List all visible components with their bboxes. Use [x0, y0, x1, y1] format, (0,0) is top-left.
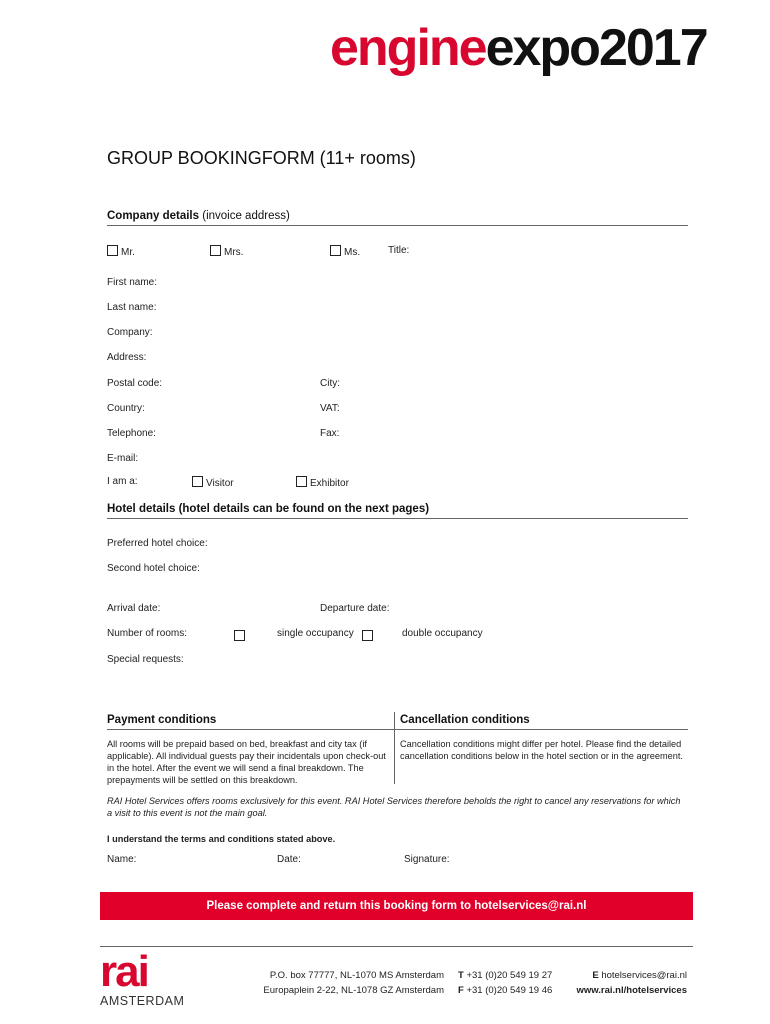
country-label: Country:: [107, 403, 145, 414]
mrs-label: Mrs.: [224, 247, 244, 258]
hotel-section-heading: Hotel details (hotel details can be found on the next pages): [107, 503, 430, 515]
footer-address-line1: P.O. box 77777, NL-1070 MS Amsterdam: [269, 970, 444, 981]
i-am-a-label: I am a:: [107, 476, 138, 487]
form-title: GROUP BOOKINGFORM (11+ rooms): [107, 148, 416, 168]
signature-label: Signature:: [404, 854, 450, 865]
return-form-banner: Please complete and return this booking form to hotelservices@rai.nl: [100, 892, 693, 920]
title-field-label: Title:: [388, 245, 410, 256]
company-heading-text: Company details: [107, 210, 200, 222]
fax-label: Fax:: [320, 428, 340, 439]
date-label: Date:: [277, 854, 301, 865]
salutation-ms[interactable]: [330, 245, 360, 258]
logo-engine-text: engine: [330, 19, 486, 77]
logo-expo-text: expo2017: [485, 19, 707, 77]
name-label: Name:: [107, 854, 137, 865]
postal-code-label: Postal code:: [107, 378, 163, 389]
footer-rule: [100, 946, 693, 947]
cancellation-heading: Cancellation conditions: [400, 714, 530, 726]
rai-logo-text: rai: [100, 947, 148, 996]
visitor-label: Visitor: [206, 478, 234, 489]
first-name-label: First name:: [107, 277, 158, 288]
website-link[interactable]: www.rai.nl/hotelservices: [576, 985, 687, 996]
special-requests-label: Special requests:: [107, 654, 184, 665]
vat-label: VAT:: [320, 403, 340, 414]
footer-address-line2: Europaplein 2-22, NL-1078 GZ Amsterdam: [263, 985, 444, 996]
visitor-option[interactable]: [192, 476, 234, 489]
single-occupancy-label: single occupancy: [277, 628, 354, 639]
payment-heading: Payment conditions: [107, 714, 217, 726]
salutation-mr[interactable]: [107, 245, 135, 258]
footer-phones: [458, 968, 552, 998]
preferred-hotel-label: Preferred hotel choice:: [107, 538, 208, 549]
cancellation-text: Cancellation conditions might differ per hotel. Please find the detailed cancellation conditions below in the hotel section or in the agreement.: [400, 739, 683, 761]
email-value[interactable]: hotelservices@rai.nl: [601, 970, 687, 981]
checkbox-exhibitor[interactable]: [296, 476, 307, 487]
checkbox-mr[interactable]: [107, 245, 118, 256]
number-of-rooms-label: Number of rooms:: [107, 628, 188, 639]
last-name-label: Last name:: [107, 302, 157, 313]
exhibitor-option[interactable]: [296, 476, 349, 489]
departure-date-label: Departure date:: [320, 603, 390, 614]
conditions-rule: [107, 729, 688, 730]
checkbox-mrs[interactable]: [210, 245, 221, 256]
ms-label: Ms.: [344, 247, 361, 258]
address-label: Address:: [107, 352, 147, 363]
phone-label: T: [458, 970, 464, 981]
agreement-statement: I understand the terms and conditions stated above.: [107, 834, 336, 844]
rai-logo: [100, 947, 190, 1010]
checkbox-double[interactable]: [362, 627, 376, 645]
checkbox-ms[interactable]: [330, 245, 341, 256]
checkbox-single[interactable]: [234, 627, 248, 645]
rai-amsterdam-text: AMSTERDAM: [100, 994, 185, 1008]
telephone-label: Telephone:: [107, 428, 156, 439]
engine-expo-logo: [330, 18, 707, 98]
footer-contact: [570, 968, 687, 998]
conditions-divider: [394, 712, 395, 784]
fax-footer-label: F: [458, 985, 464, 996]
checkbox-visitor[interactable]: [192, 476, 203, 487]
fax-value: +31 (0)20 549 19 46: [466, 985, 553, 996]
second-hotel-label: Second hotel choice:: [107, 563, 200, 574]
double-occupancy-label: double occupancy: [402, 628, 483, 639]
email-label: E-mail:: [107, 453, 139, 464]
company-label: Company:: [107, 327, 153, 338]
disclaimer-text: RAI Hotel Services offers rooms exclusively for this event. RAI Hotel Services therefore beholds the right to cancel any reservations for which a visit to this event is not the main goal.: [107, 796, 681, 818]
payment-text: All rooms will be prepaid based on bed, breakfast and city tax (if applicable). All individual guests pay their incidentals upon check-out in the hotel. After the event we will send a final breakdown. The prepayments will be settled on this breakdown.: [107, 739, 386, 785]
footer-address: [258, 968, 444, 998]
hotel-rule: [107, 518, 688, 519]
arrival-date-label: Arrival date:: [107, 603, 161, 614]
company-heading-note: (invoice address): [202, 210, 290, 222]
mr-label: Mr.: [121, 247, 135, 258]
company-rule: [107, 225, 688, 226]
company-section-heading: [107, 210, 290, 222]
exhibitor-label: Exhibitor: [310, 478, 349, 489]
salutation-mrs[interactable]: [210, 245, 243, 258]
phone-value: +31 (0)20 549 19 27: [466, 970, 553, 981]
city-label: City:: [320, 378, 340, 389]
email-footer-label: E: [592, 970, 599, 981]
